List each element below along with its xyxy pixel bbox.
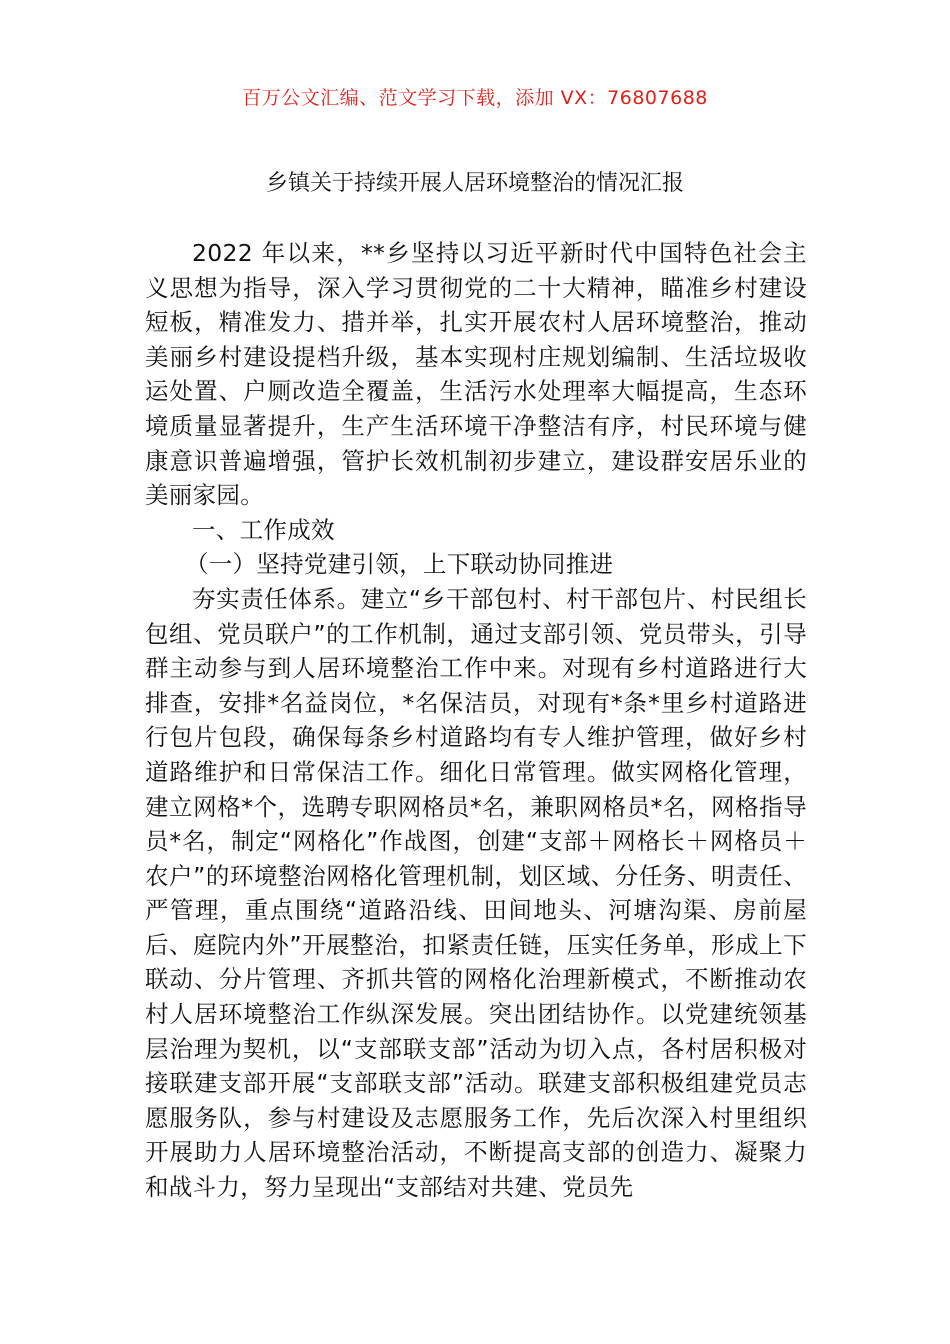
subsection-paragraph: 夯实责任体系。建立“乡干部包村、村干部包片、村民组长包组、党员联户”的工作机制，通过支部引领、党员带头，引导群主动参与到人居环境整治工作中来。对现有乡村道路进行大排查，安排*名益岗位，*名保洁员，对现有*条*里乡村道路进行包片包段，确保每条乡村道路均有专人维护管理，做好乡村道路维护和日常保洁工作。细化日常管理。做实网格化管理，建立网格*个，选聘专职网格员*名，兼职网格员*名，网格指导员*名，制定“网格化”作战图，创建“支部＋网格长＋网格员＋农户”的环境整治网格化管理机制，划区域、分任务、明责任、严管理，重点围绕“道路沿线、田间地头、河塘沟渠、房前屋后、庭院内外”开展整治，扣紧责任链，压实任务单，形成上下联动、分片管理、齐抓共管的网格化治理新模式，不断推动农村人居环境整治工作纵深发展。突出团结协作。以党建统领基层治理为契机，以“支部联支部”活动为切入点，各村居积极对接联建支部开展“支部联支部”活动。联建支部积极组建党员志愿服务队，参与村建设及志愿服务工作，先后次深入村里组织开展助力人居环境整治活动，不断提高支部的创造力、凝聚力和战斗力，努力呈现出“支部结对共建、党员先	[145, 584, 807, 1202]
subsection-heading: （一）坚持党建引领，上下联动协同推进	[184, 550, 614, 579]
document-title: 乡镇关于持续开展人居环境整治的情况汇报	[265, 171, 684, 196]
section-heading: 一、工作成效	[192, 515, 335, 544]
watermark-banner: 百万公文汇编、范文学习下载，添加 VX：76807688	[242, 87, 708, 109]
intro-paragraph: 2022 年以来，**乡坚持以习近平新时代中国特色社会主义思想为指导，深入学习贯彻党的二十大精神，瞄准乡村建设短板，精准发力、措并举，扎实开展农村人居环境整治，推动美丽乡村建设提档升级，基本实现村庄规划编制、生活垃圾收运处置、户厕改造全覆盖，生活污水处理率大幅提高，生态环境质量显著提升，生产生活环境干净整洁有序，村民环境与健康意识普遍增强，管护长效机制初步建立，建设群安居乐业的美丽家园。	[145, 239, 807, 510]
document-body	[145, 236, 807, 1205]
